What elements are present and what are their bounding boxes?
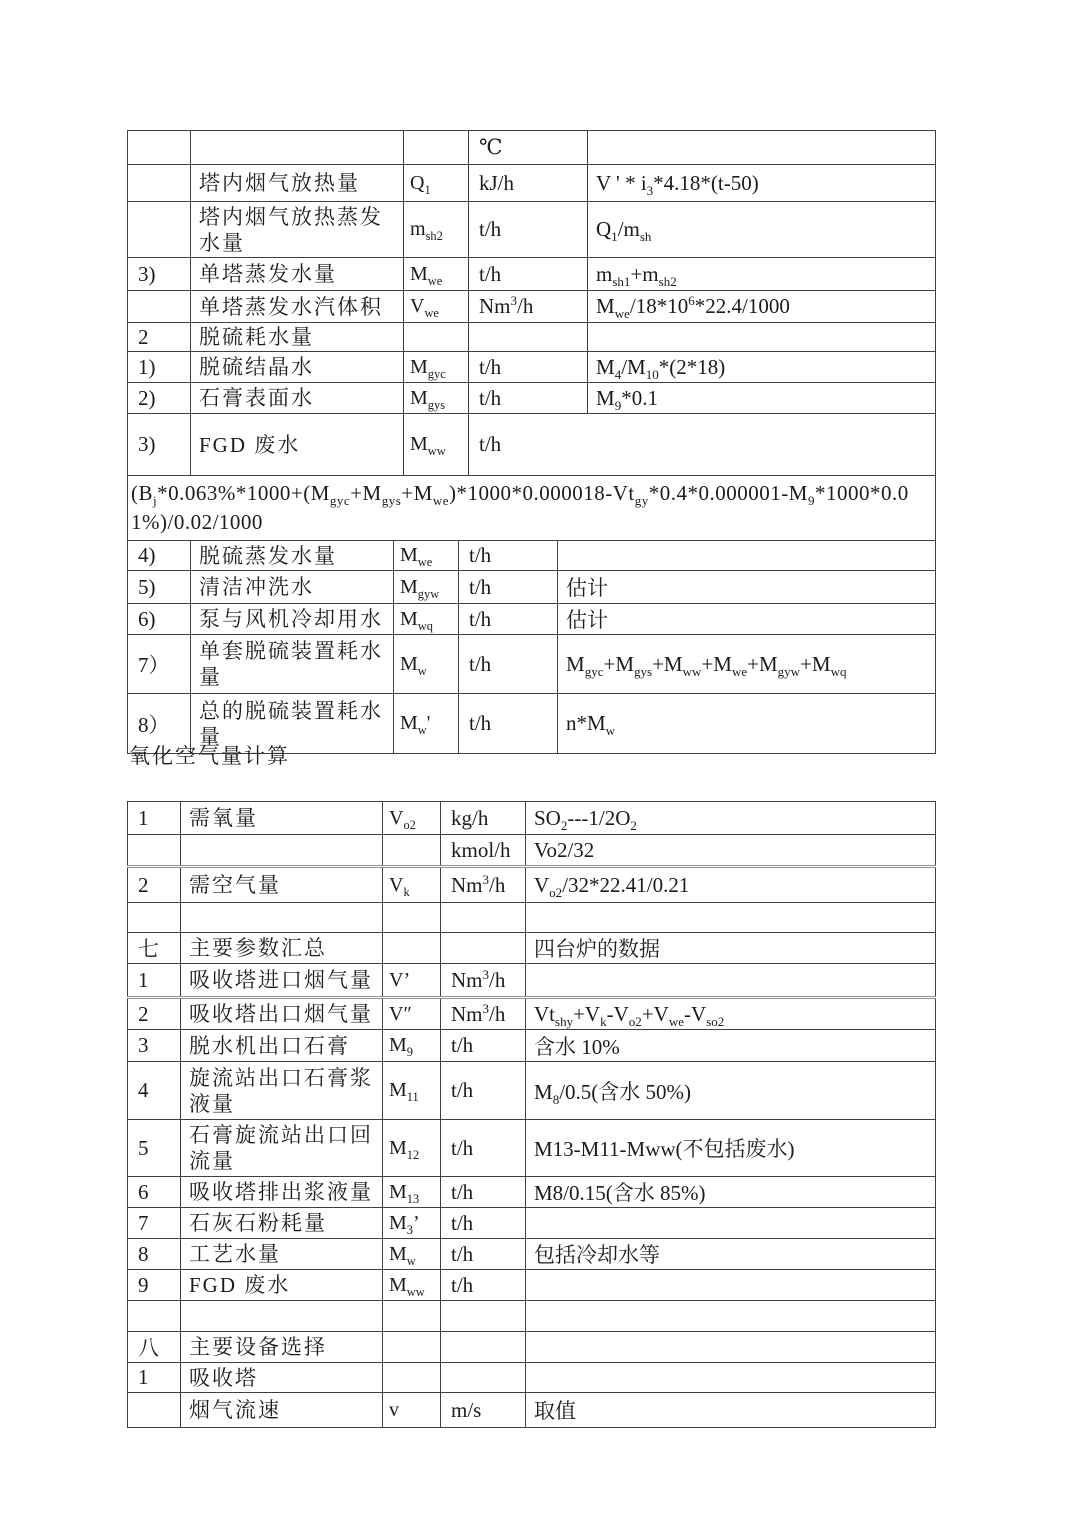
item-name-cell: 吸收塔 bbox=[181, 1363, 383, 1393]
table-row bbox=[128, 541, 936, 571]
formula-cell bbox=[526, 1208, 936, 1239]
symbol-cell: $M_{11}$ bbox=[383, 1062, 441, 1120]
formula-cell: $M_4/M_{10}*(2*18)$ bbox=[588, 352, 936, 383]
formula-cell: 估计 bbox=[558, 604, 936, 635]
oxidation-air-table-wrap bbox=[127, 801, 936, 1428]
table-row bbox=[128, 903, 936, 933]
row-number-cell: 1 bbox=[128, 964, 181, 998]
water-consumption-table-upper bbox=[127, 130, 936, 541]
unit-cell: t/h bbox=[459, 604, 558, 635]
row-number-cell: 6 bbox=[128, 1177, 181, 1208]
unit-cell: t/h bbox=[459, 541, 558, 571]
row-number-cell: 7 bbox=[128, 1208, 181, 1239]
table-row bbox=[128, 1208, 936, 1239]
symbol-cell: $M_3$’ bbox=[383, 1208, 441, 1239]
item-name-cell: 石膏表面水 bbox=[191, 383, 404, 414]
item-name-cell: 石膏旋流站出口回流量 bbox=[181, 1120, 383, 1177]
unit-cell: t/h bbox=[441, 1120, 526, 1177]
table-row bbox=[128, 1332, 936, 1363]
row-number-cell: 9 bbox=[128, 1270, 181, 1301]
row-number-cell: 6) bbox=[128, 604, 191, 635]
item-name-cell bbox=[181, 903, 383, 933]
formula-cell: 估计 bbox=[558, 571, 936, 604]
unit-cell: ℃ bbox=[469, 131, 588, 165]
table-row bbox=[128, 1239, 936, 1270]
item-name-cell bbox=[181, 1301, 383, 1332]
item-name-cell: 脱硫耗水量 bbox=[191, 323, 404, 352]
table-row bbox=[128, 867, 936, 903]
formula-cell: $SO_2---1/2O_2$ bbox=[526, 802, 936, 835]
item-name-cell: 塔内烟气放热量 bbox=[191, 165, 404, 202]
formula-cell: M8/0.15(含水 85%) bbox=[526, 1177, 936, 1208]
table-row bbox=[128, 352, 936, 383]
unit-cell: t/h bbox=[469, 383, 588, 414]
symbol-cell: $M_{gys}$ bbox=[404, 383, 469, 414]
item-name-cell: 旋流站出口石膏浆液量 bbox=[181, 1062, 383, 1120]
row-number-cell: 2 bbox=[128, 867, 181, 903]
row-number-cell: 8 bbox=[128, 1239, 181, 1270]
row-number-cell: 七 bbox=[128, 933, 181, 964]
unit-cell: t/h bbox=[441, 1208, 526, 1239]
symbol-cell bbox=[383, 933, 441, 964]
formula-cell: $m_{sh1}+m_{sh2}$ bbox=[588, 258, 936, 291]
formula-cell: 含水 10% bbox=[526, 1030, 936, 1062]
formula-cell: 取值 bbox=[526, 1393, 936, 1428]
unit-cell: Nm$^3$/h bbox=[441, 998, 526, 1030]
row-number-cell bbox=[128, 1393, 181, 1428]
unit-cell: t/h bbox=[469, 202, 588, 258]
symbol-cell: $M_{we}$ bbox=[404, 258, 469, 291]
formula-cell: $M_{we}/18*10^6*22.4/1000$ bbox=[588, 291, 936, 323]
table-row bbox=[128, 998, 936, 1030]
symbol-cell: $m_{sh2}$ bbox=[404, 202, 469, 258]
table-row bbox=[128, 802, 936, 835]
unit-cell bbox=[469, 323, 588, 352]
formula-cell bbox=[526, 1332, 936, 1363]
item-name-cell: 脱硫结晶水 bbox=[191, 352, 404, 383]
unit-cell: t/h bbox=[441, 1030, 526, 1062]
symbol-cell: $M_{ww}$ bbox=[383, 1270, 441, 1301]
table-row bbox=[128, 1120, 936, 1177]
formula-cell bbox=[588, 131, 936, 165]
unit-cell: Nm$^3$/h bbox=[469, 291, 588, 323]
table-row bbox=[128, 571, 936, 604]
symbol-cell: $M_9$ bbox=[383, 1030, 441, 1062]
unit-cell bbox=[441, 1301, 526, 1332]
item-name-cell: 总的脱硫装置耗水量 bbox=[191, 694, 394, 754]
formula-cell bbox=[526, 1363, 936, 1393]
unit-cell bbox=[441, 903, 526, 933]
formula-cell bbox=[526, 903, 936, 933]
symbol-cell: $M_{13}$ bbox=[383, 1177, 441, 1208]
item-name-cell: 吸收塔进口烟气量 bbox=[181, 964, 383, 998]
formula-cell: M13-M11-Mww(不包括废水) bbox=[526, 1120, 936, 1177]
row-number-cell: 3) bbox=[128, 414, 191, 476]
symbol-cell bbox=[383, 903, 441, 933]
table-row bbox=[128, 414, 936, 476]
unit-cell bbox=[441, 1363, 526, 1393]
unit-cell: t/h bbox=[459, 635, 558, 694]
item-name-cell: 石灰石粉耗量 bbox=[181, 1208, 383, 1239]
row-number-cell: 3) bbox=[128, 258, 191, 291]
symbol-cell: $M_w$ bbox=[383, 1239, 441, 1270]
section-heading: 氧化空气量计算 bbox=[129, 744, 290, 768]
formula-cell: $n*M_w$ bbox=[558, 694, 936, 754]
formula-cell bbox=[588, 323, 936, 352]
symbol-cell: $V_{we}$ bbox=[404, 291, 469, 323]
item-name-cell: 单塔蒸发水量 bbox=[191, 258, 404, 291]
row-number-cell: 2 bbox=[128, 323, 191, 352]
table-row bbox=[128, 1393, 936, 1428]
unit-cell: kJ/h bbox=[469, 165, 588, 202]
formula-cell: $M_9*0.1$ bbox=[588, 383, 936, 414]
table-row bbox=[128, 476, 936, 541]
row-number-cell: 4) bbox=[128, 541, 191, 571]
symbol-cell: V″ bbox=[383, 998, 441, 1030]
unit-cell: t/h bbox=[441, 1062, 526, 1120]
symbol-cell bbox=[383, 1363, 441, 1393]
table-row bbox=[128, 291, 936, 323]
symbol-cell bbox=[383, 835, 441, 867]
row-number-cell bbox=[128, 291, 191, 323]
unit-cell: t/h bbox=[459, 571, 558, 604]
symbol-cell: $M_w$ bbox=[394, 635, 459, 694]
item-name-cell: 脱水机出口石膏 bbox=[181, 1030, 383, 1062]
table-row bbox=[128, 1270, 936, 1301]
symbol-cell: $M_{ww}$ bbox=[404, 414, 469, 476]
table-row bbox=[128, 635, 936, 694]
table-row bbox=[128, 964, 936, 998]
table-row bbox=[128, 1177, 936, 1208]
table-row bbox=[128, 604, 936, 635]
unit-cell: Nm$^3$/h bbox=[441, 964, 526, 998]
row-number-cell: 1 bbox=[128, 802, 181, 835]
formula-cell: $V_{o2}/32*22.41/0.21$ bbox=[526, 867, 936, 903]
item-name-cell: 烟气流速 bbox=[181, 1393, 383, 1428]
symbol-cell: V’ bbox=[383, 964, 441, 998]
table-row bbox=[128, 131, 936, 165]
formula-cell: Vo2/32 bbox=[526, 835, 936, 867]
water-consumption-table bbox=[127, 130, 936, 754]
item-name-cell: 塔内烟气放热蒸发水量 bbox=[191, 202, 404, 258]
item-name-cell bbox=[181, 835, 383, 867]
item-name-cell: FGD 废水 bbox=[181, 1270, 383, 1301]
row-number-cell bbox=[128, 202, 191, 258]
row-number-cell bbox=[128, 131, 191, 165]
table-row bbox=[128, 323, 936, 352]
water-consumption-table-lower bbox=[127, 540, 936, 754]
table-row bbox=[128, 165, 936, 202]
unit-cell: kg/h bbox=[441, 802, 526, 835]
item-name-cell: 吸收塔排出浆液量 bbox=[181, 1177, 383, 1208]
unit-cell: t/h bbox=[441, 1177, 526, 1208]
symbol-cell: $Q_1$ bbox=[404, 165, 469, 202]
item-name-cell: 主要设备选择 bbox=[181, 1332, 383, 1363]
formula-cell: $M_8/0.5$(含水 50%) bbox=[526, 1062, 936, 1120]
item-name-cell: 脱硫蒸发水量 bbox=[191, 541, 394, 571]
symbol-cell: $M_{12}$ bbox=[383, 1120, 441, 1177]
symbol-cell: $M_{wq}$ bbox=[394, 604, 459, 635]
row-number-cell: 2 bbox=[128, 998, 181, 1030]
item-name-cell: 工艺水量 bbox=[181, 1239, 383, 1270]
symbol-cell bbox=[404, 323, 469, 352]
unit-cell: t/h bbox=[469, 414, 936, 476]
item-name-cell: 泵与风机冷却用水 bbox=[191, 604, 394, 635]
row-number-cell: 1) bbox=[128, 352, 191, 383]
row-number-cell: 5 bbox=[128, 1120, 181, 1177]
symbol-cell: $M_{we}$ bbox=[394, 541, 459, 571]
unit-cell: Nm$^3$/h bbox=[441, 867, 526, 903]
row-number-cell: 5) bbox=[128, 571, 191, 604]
unit-cell: t/h bbox=[441, 1270, 526, 1301]
row-number-cell: 8） bbox=[128, 694, 191, 754]
unit-cell: t/h bbox=[441, 1239, 526, 1270]
symbol-cell: v bbox=[383, 1393, 441, 1428]
formula-cell: $M_{gyc}+M_{gys}+M_{ww}+M_{we}+M_{gyw}+M_{wq}$ bbox=[558, 635, 936, 694]
symbol-cell: $V_k$ bbox=[383, 867, 441, 903]
table-row bbox=[128, 383, 936, 414]
symbol-cell: $V_{o2}$ bbox=[383, 802, 441, 835]
formula-cell bbox=[558, 541, 936, 571]
item-name-cell: 清洁冲洗水 bbox=[191, 571, 394, 604]
item-name-cell: 单塔蒸发水汽体积 bbox=[191, 291, 404, 323]
row-number-cell: 3 bbox=[128, 1030, 181, 1062]
symbol-cell: $M_{gyw}$ bbox=[394, 571, 459, 604]
symbol-cell bbox=[383, 1332, 441, 1363]
formula-cell: V ' * $i_3*4.18*(t-50)$ bbox=[588, 165, 936, 202]
table-row bbox=[128, 1030, 936, 1062]
item-name-cell: 需空气量 bbox=[181, 867, 383, 903]
symbol-cell: $M_{gyc}$ bbox=[404, 352, 469, 383]
formula-cell bbox=[526, 1301, 936, 1332]
unit-cell bbox=[441, 1332, 526, 1363]
formula-overflow-cell: $(B_j*0.063\%*1000+(M_{gyc}+M_{gys}+M_{we})*1000*0.000018-Vt_{gy}*0.4*0.000001-M_9*1000*0.01\%)/0.02/1000$ bbox=[128, 476, 936, 541]
row-number-cell: 2) bbox=[128, 383, 191, 414]
item-name-cell: FGD 废水 bbox=[191, 414, 404, 476]
table-row bbox=[128, 1363, 936, 1393]
symbol-cell: $M_w'$ bbox=[394, 694, 459, 754]
item-name-cell: 单套脱硫装置耗水量 bbox=[191, 635, 394, 694]
unit-cell: t/h bbox=[459, 694, 558, 754]
table-row bbox=[128, 258, 936, 291]
row-number-cell bbox=[128, 835, 181, 867]
unit-cell bbox=[441, 933, 526, 964]
row-number-cell bbox=[128, 165, 191, 202]
item-name-cell bbox=[191, 131, 404, 165]
symbol-cell bbox=[404, 131, 469, 165]
item-name-cell: 需氧量 bbox=[181, 802, 383, 835]
formula-cell: $Vt_{shy}+V_k-V_{o2}+V_{we}-V_{so2}$ bbox=[526, 998, 936, 1030]
table-row bbox=[128, 835, 936, 867]
unit-cell: t/h bbox=[469, 258, 588, 291]
item-name-cell: 主要参数汇总 bbox=[181, 933, 383, 964]
formula-cell: 包括冷却水等 bbox=[526, 1239, 936, 1270]
item-name-cell: 吸收塔出口烟气量 bbox=[181, 998, 383, 1030]
formula-cell bbox=[526, 1270, 936, 1301]
table-row bbox=[128, 202, 936, 258]
symbol-cell bbox=[383, 1301, 441, 1332]
formula-cell: $Q_1/m_{sh}$ bbox=[588, 202, 936, 258]
table-row bbox=[128, 1301, 936, 1332]
row-number-cell: 4 bbox=[128, 1062, 181, 1120]
unit-cell: t/h bbox=[469, 352, 588, 383]
row-number-cell: 八 bbox=[128, 1332, 181, 1363]
formula-cell bbox=[526, 964, 936, 998]
oxidation-air-table bbox=[127, 801, 936, 1428]
row-number-cell bbox=[128, 1301, 181, 1332]
formula-cell: 四台炉的数据 bbox=[526, 933, 936, 964]
unit-cell: m/s bbox=[441, 1393, 526, 1428]
unit-cell: kmol/h bbox=[441, 835, 526, 867]
table-row bbox=[128, 1062, 936, 1120]
row-number-cell: 7） bbox=[128, 635, 191, 694]
row-number-cell: 1 bbox=[128, 1363, 181, 1393]
row-number-cell bbox=[128, 903, 181, 933]
table-row bbox=[128, 933, 936, 964]
